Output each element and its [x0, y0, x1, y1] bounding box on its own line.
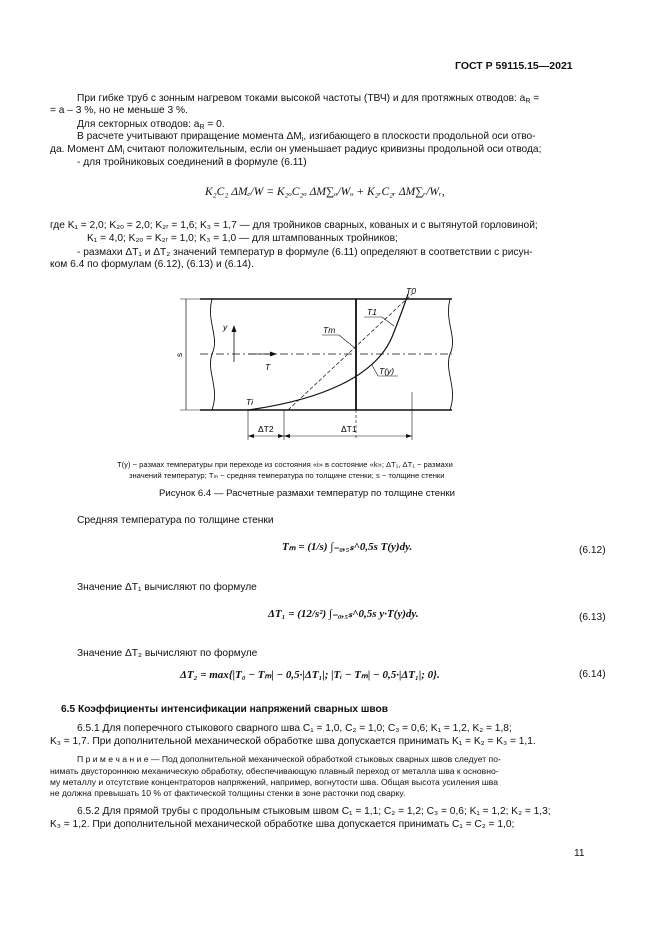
- linear-profile-line: [288, 294, 412, 410]
- intro-line-3: Для секторных отводов: $a_R = 0$.: [77, 119, 225, 131]
- formula-613-intro: Значение ΔT₁ вычисляют по формуле: [77, 582, 257, 593]
- intro-line-1: При гибке труб с зонным нагревом токами высокой частоты (ТВЧ) и для протяжных отводов: $a_R$ =: [77, 93, 540, 105]
- intro-line-6: - для тройниковых соединений в формуле (6.11): [77, 157, 307, 168]
- intro-line-4: В расчете учитывают приращение момента $\Delta M_i$, изгибающего в плоскости продольной оси отво-: [77, 131, 536, 143]
- formula-613: ΔT₁ = (12/s²) ∫₋₀,₅ₛ^0,5s y·T(y)dy.: [268, 608, 419, 620]
- ty-label: T(y): [379, 366, 395, 376]
- formula-612-number: (6.12): [579, 545, 606, 556]
- formula-614-intro: Значение ΔT₂ вычисляют по формуле: [77, 648, 258, 659]
- page-number: 11: [574, 848, 585, 859]
- ti-label: Ti: [246, 397, 254, 407]
- tm-label: Tm: [323, 325, 336, 335]
- formula-614: ΔT₂ = max{|T₀ − Tₘ| − 0,5·|ΔT₁|; |Tᵢ − Tₘ| − 0,5·|ΔT₁|; 0}.: [180, 669, 440, 681]
- coeffs-line-2: K₁ = 4,0; K₂ₒ = K₂ᵣ = 1,0; K₃ = 1,0 — для штампованных тройников;: [87, 233, 398, 244]
- ty-curve: [248, 294, 408, 410]
- t-label: T: [265, 362, 271, 372]
- t1-label: T1: [367, 307, 377, 317]
- note-line-1: П р и м е ч а н и е — Под дополнительной механической обработкой стыковых сварных швов следует по-: [77, 754, 501, 764]
- coeffs-line-3: - размахи ΔT₁ и ΔT₂ значений температур в формуле (6.11) определяют в соответствии с рисун-: [77, 247, 533, 258]
- standard-header: ГОСТ Р 59115.15—2021: [455, 60, 573, 72]
- right-break-line: [448, 299, 452, 410]
- figure-legend-line-1: T(y) − размах температуры при переходе из состояния «i» в состояние «k»; ΔT₁, ΔT₁ − размахи: [117, 460, 453, 469]
- dt2-label: ΔT2: [258, 424, 274, 434]
- p651-line-1: 6.5.1 Для поперечного стыкового сварного шва C₁ = 1,0, C₂ = 1,0; C₃ = 0,6; K₁ = 1,2, K₂ = 1,8;: [77, 723, 512, 734]
- left-break-line: [210, 299, 214, 410]
- figure-caption: Рисунок 6.4 — Расчетные размахи температур по толщине стенки: [159, 488, 455, 499]
- formula-k: K₂C₂ ΔMₑ/W = K₂ₒC₂ₒ ΔM∑ₒ/Wₒ + K₂ᵣC₂ᵣ ΔM∑ᵣ/Wᵣ,: [205, 186, 445, 198]
- y-label: y: [223, 322, 228, 332]
- note-line-4: не должна превышать 10 % от фактической толщины стенки в зоне расточки под сварку.: [50, 788, 406, 798]
- p652-line-2: K₃ = 1,2. При дополнительной механической обработке шва допускается принимать C₁ = C₂ = 1,0;: [50, 819, 515, 830]
- intro-line-2: = a – 3 %, но не меньше 3 %.: [50, 105, 188, 116]
- coeffs-line-1: где K₁ = 2,0; K₂ₒ = 2,0; K₂ᵣ = 1,6; K₃ = 1,7 — для тройников сварных, кованых и с вытянутой горловиной;: [50, 220, 538, 231]
- t0-label: T0: [406, 286, 416, 296]
- coeffs-line-4: ком 6.4 по формулам (6.12), (6.13) и (6.14).: [50, 259, 254, 270]
- formula-612-intro: Средняя температура по толщине стенки: [77, 515, 274, 526]
- note-line-3: му металлу и отсутствие концентраторов напряжений, например, вогнутости шва. Общая высота усиления шва: [50, 777, 499, 787]
- formula-613-number: (6.13): [579, 612, 606, 623]
- p651-line-2: K₃ = 1,7. При дополнительной механической обработке шва допускается принимать K₁ = K₂ = K₃ = 1,1.: [50, 736, 536, 747]
- formula-612: Tₘ = (1/s) ∫₋₀,₅ₛ^0,5s T(y)dy.: [282, 541, 413, 553]
- figure-legend-line-2: значений температур; Tₘ − средняя температура по толщине стенки; s − толщине стенки: [129, 471, 445, 480]
- formula-614-number: (6.14): [579, 669, 606, 680]
- dt1-label: ΔT1: [341, 424, 357, 434]
- section-title: 6.5 Коэффициенты интенсификации напряжений сварных швов: [61, 704, 388, 715]
- note-line-2: нимать двустороннюю механическую обработку, обеспечивающую плавный переход от металла шва к основно-: [50, 766, 499, 776]
- intro-line-5: да. Момент $\Delta M_i$ считают положительным, если он уменьшает радиус кривизны продольной оси отвода;: [50, 144, 542, 156]
- p652-line-1: 6.5.2 Для прямой трубы с продольным стыковым швом C₁ = 1,1; C₂ = 1,2; C₃ = 0,6; K₁ = 1,2; K₂ = 1,3;: [77, 806, 551, 817]
- s-label: s: [175, 353, 184, 357]
- temperature-figure: [160, 282, 480, 447]
